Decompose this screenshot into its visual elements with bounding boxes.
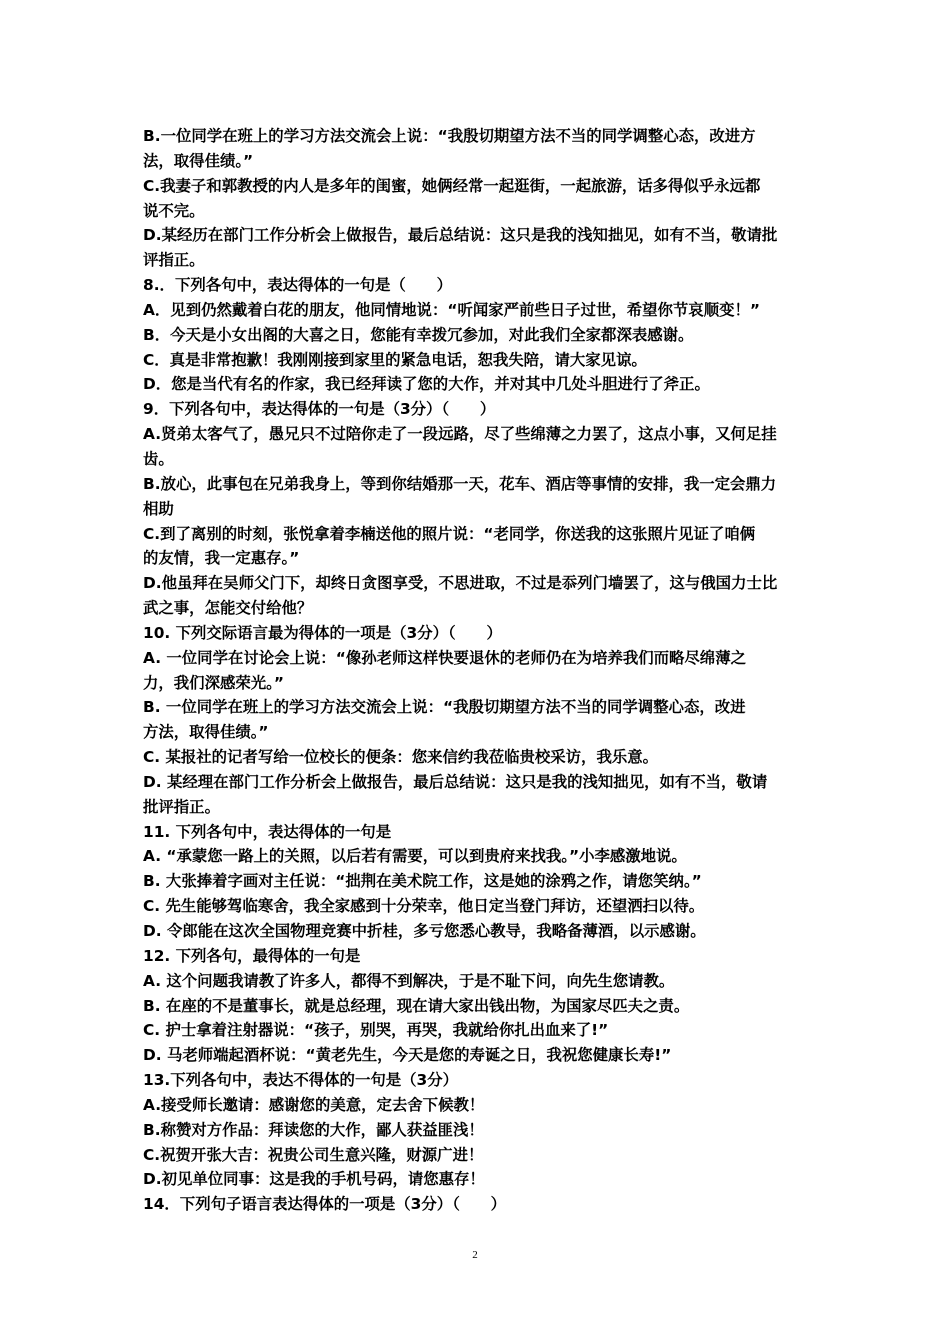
text-line: 13.下列各句中，表达不得体的一句是（3分） (143, 1071, 459, 1090)
text-line: B.放心，此事包在兄弟我身上，等到你结婚那一天，花车、酒店等事情的安排，我一定会鼎力 (143, 474, 777, 493)
text-line: D．您是当代有名的作家，我已经拜读了您的大作，并对其中几处斗胆进行了斧正。 (143, 375, 710, 394)
text-line: B. 一位同学在班上的学习方法交流会上说：“我殷切期望方法不当的同学调整心态，改进 (143, 698, 746, 717)
text-line: 说不完。 (143, 201, 205, 220)
text-line: D.某经历在部门工作分析会上做报告，最后总结说：这只是我的浅知拙见，如有不当，敬请批 (143, 226, 778, 245)
text-line: 12. 下列各句，最得体的一句是 (143, 946, 361, 965)
page-number: 2 (472, 1249, 478, 1261)
text-line: C. 先生能够驾临寒舍，我全家感到十分荣幸，他日定当登门拜访，还望洒扫以待。 (143, 897, 705, 916)
text-line: D. 马老师端起酒杯说：“黄老先生，今天是您的寿诞之日，我祝您健康长寿!” (143, 1046, 672, 1065)
text-line: C.我妻子和郭教授的内人是多年的闺蜜，她俩经常一起逛街，一起旅游，话多得似乎永远都 (143, 176, 761, 195)
text-line: A. 这个问题我请教了许多人，都得不到解决，于是不耻下问，向先生您请教。 (143, 971, 675, 990)
text-line: 10. 下列交际语言最为得体的一项是（3分）（ ） (143, 623, 502, 642)
text-line: C.祝贺开张大吉：祝贵公司生意兴隆，财源广进！ (143, 1145, 484, 1164)
text-line: B. 大张捧着字画对主任说：“拙荆在美术院工作，这是她的涂鸦之作，请您笑纳。” (143, 872, 702, 891)
text-line: 方法，取得佳绩。” (143, 723, 269, 742)
text-line: B. 在座的不是董事长，就是总经理，现在请大家出钱出物，为国家尽匹夫之责。 (143, 996, 690, 1015)
text-line: 力，我们深感荣光。” (143, 673, 284, 692)
text-line: C.到了离别的时刻，张悦拿着李楠送他的照片说：“老同学，你送我的这张照片见证了咱俩 (143, 524, 756, 543)
text-line: 14．下列句子语言表达得体的一项是（3分）（ ） (143, 1195, 507, 1214)
text-line: D. 某经理在部门工作分析会上做报告，最后总结说：这只是我的浅知拙见，如有不当，敬请 (143, 772, 768, 791)
text-line: A．见到仍然戴着白花的朋友，他同情地说：“听闻家严前些日子过世，希望你节哀顺变！” (143, 300, 760, 319)
text-line: A.接受师长邀请：感谢您的美意，定去舍下候教！ (143, 1095, 485, 1114)
page-content (143, 124, 809, 1217)
text-line: C．真是非常抱歉！我刚刚接到家里的紧急电话，恕我失陪，请大家见谅。 (143, 350, 647, 369)
text-line: 11. 下列各句中，表达得体的一句是 (143, 822, 392, 841)
text-line: 8.．下列各句中，表达得体的一句是（ ） (143, 276, 452, 295)
text-line: 评指正。 (143, 251, 205, 270)
text-line: 齿。 (143, 449, 174, 468)
text-line: B.称赞对方作品：拜读您的大作，鄙人获益匪浅！ (143, 1120, 484, 1139)
text-line: A. “承蒙您一路上的关照，以后若有需要，可以到贵府来找我。”小李感激地说。 (143, 847, 687, 866)
text-line: 相助 (143, 499, 174, 518)
text-line: A. 一位同学在讨论会上说：“像孙老师这样快要退休的老师仍在为培养我们而略尽绵薄之 (143, 648, 746, 667)
text-line: D.他虽拜在吴师父门下，却终日贪图享受，不思进取，不过是忝列门墙罢了，这与俄国力士比 (143, 574, 778, 593)
text-line: B.一位同学在班上的学习方法交流会上说：“我殷切期望方法不当的同学调整心态，改进方 (143, 127, 756, 145)
text-line: 法，取得佳绩。” (143, 151, 254, 170)
text-line: C. 某报社的记者写给一位校长的便条：您来信约我莅临贵校采访，我乐意。 (143, 748, 659, 767)
text-line: C. 护士拿着注射器说：“孩子，别哭，再哭，我就给你扎出血来了!” (143, 1021, 609, 1040)
text-line: 9．下列各句中，表达得体的一句是（3分）（ ） (143, 400, 496, 419)
text-line: B．今天是小女出阁的大喜之日，您能有幸拨冗参加，对此我们全家都深表感谢。 (143, 325, 694, 344)
text-line: 批评指正。 (143, 797, 220, 816)
text-line: D. 令郎能在这次全国物理竞赛中折桂，多亏您悉心教导，我略备薄酒，以示感谢。 (143, 922, 706, 940)
text-line: 武之事，怎能交付给他？ (143, 599, 313, 618)
text-line: A.贤弟太客气了，愚兄只不过陪你走了一段远路，尽了些绵薄之力罢了，这点小事，又何足挂 (143, 425, 777, 444)
text-line: 的友情，我一定惠存。” (143, 549, 300, 568)
text-line: D.初见单位同事：这是我的手机号码，请您惠存！ (143, 1170, 485, 1189)
